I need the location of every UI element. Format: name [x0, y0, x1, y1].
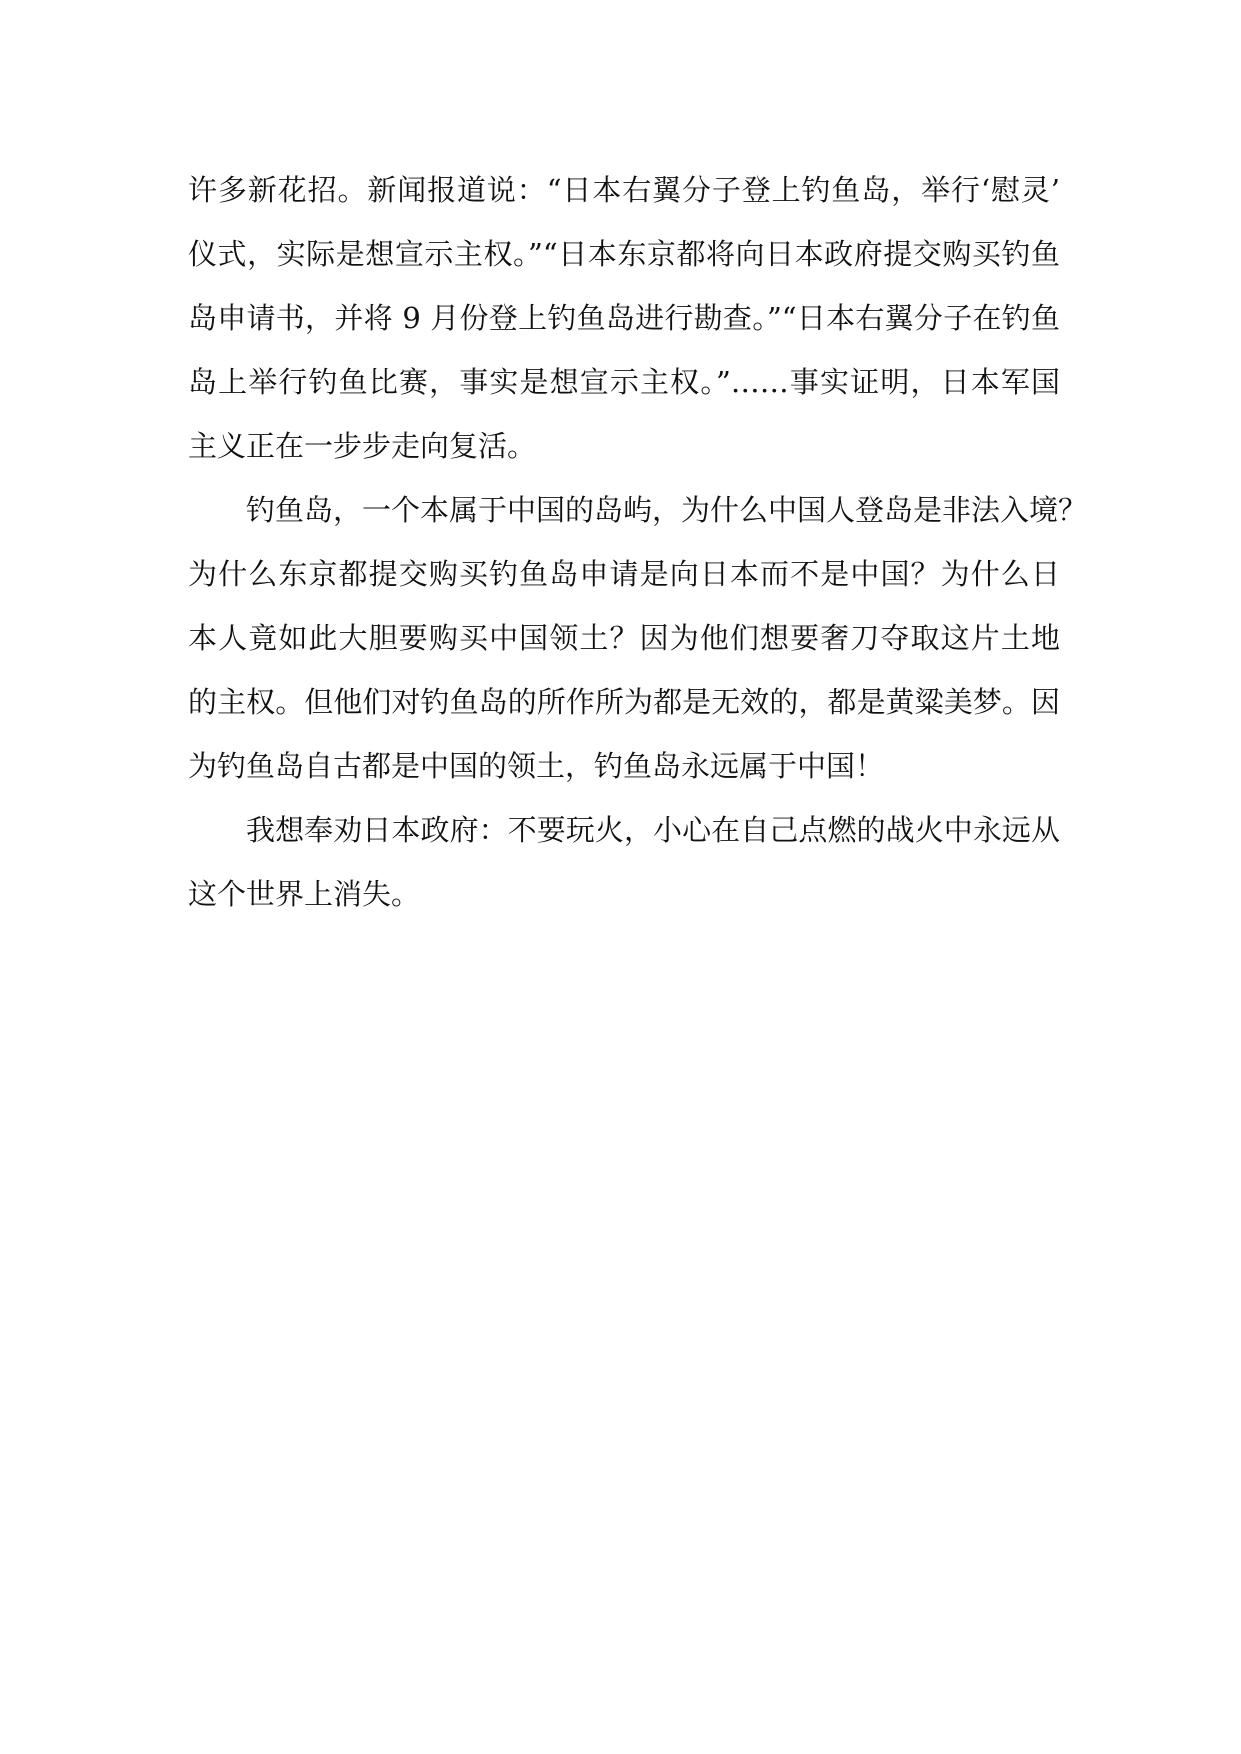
text-line: 这个世界上消失。	[188, 877, 421, 911]
text-line: 为钓鱼岛自古都是中国的领土，钓鱼岛永远属于中国！	[188, 749, 885, 783]
text-line: 本人竟如此大胆要购买中国领土？因为他们想要奢刀夺取这片土地	[188, 621, 1060, 655]
text-line: 主义正在一步步走向复活。	[188, 429, 537, 463]
paragraph-2	[188, 478, 1088, 798]
paragraph-1	[188, 158, 1060, 478]
document-body	[188, 158, 1088, 926]
text-line: 岛申请书，并将 9 月份登上钓鱼岛进行勘查。”“日本右翼分子在钓鱼	[188, 301, 1060, 335]
text-line: 钓鱼岛，一个本属于中国的岛屿，为什么中国人登岛是非法入境？	[246, 493, 1088, 527]
text-line: 仪式，实际是想宣示主权。”“日本东京都将向日本政府提交购买钓鱼	[188, 237, 1060, 271]
text-line: 岛上举行钓鱼比赛，事实是想宣示主权。”……事实证明，日本军国	[188, 365, 1060, 399]
text-line: 我想奉劝日本政府：不要玩火，小心在自己点燃的战火中永远从	[246, 813, 1060, 847]
paragraph-3	[188, 798, 1060, 926]
text-line: 许多新花招。新闻报道说：“日本右翼分子登上钓鱼岛，举行‘慰灵’	[188, 173, 1060, 207]
text-line: 的主权。但他们对钓鱼岛的所作所为都是无效的，都是黄粱美梦。因	[188, 685, 1060, 719]
text-line: 为什么东京都提交购买钓鱼岛申请是向日本而不是中国？为什么日	[188, 557, 1060, 591]
